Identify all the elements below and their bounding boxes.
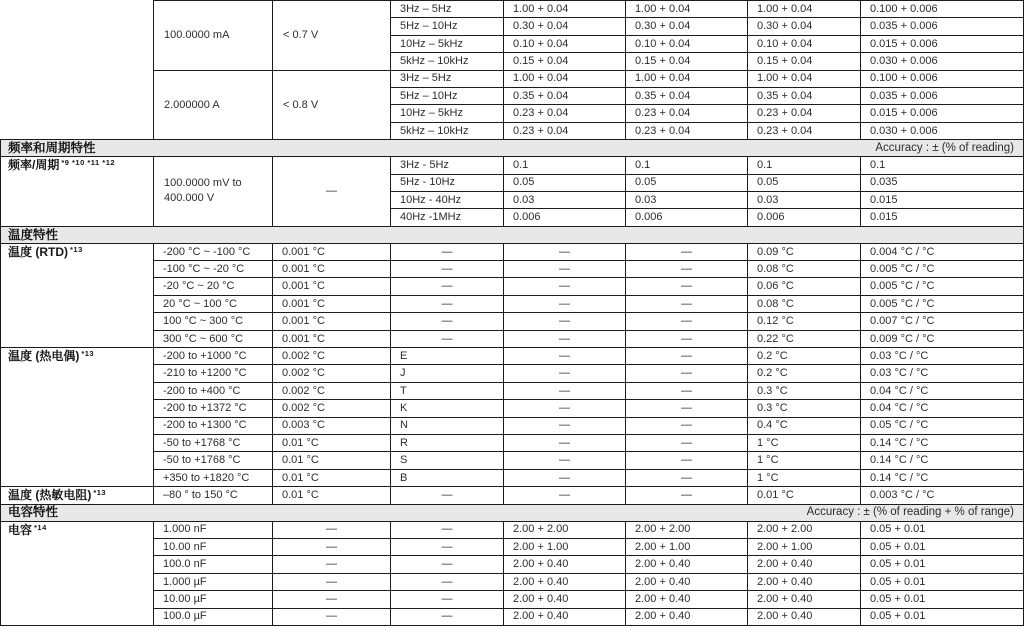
value-cell: — [273,591,391,608]
value-cell: — [626,243,748,260]
table-row [1,243,1024,260]
table-row [1,591,1024,608]
value-cell: — [391,591,504,608]
value-cell: 0.003 °C / °C [861,487,1024,504]
frequency-cell: 40Hz -1MHz [391,209,504,226]
value-cell: 0.03 °C / °C [861,365,1024,382]
value-cell: — [391,608,504,625]
value-cell: 0.23 + 0.04 [626,105,748,122]
value-cell: 0.035 + 0.006 [861,18,1024,35]
value-cell: T [391,382,504,399]
range-cell: 2.000000 A [154,70,273,140]
value-cell: 2.00 + 2.00 [504,521,626,538]
range-cell: 100.0000 mA [154,1,273,71]
value-cell: — [626,400,748,417]
value-cell: — [626,295,748,312]
range-cell: -50 to +1768 °C [154,434,273,451]
value-cell: 2.00 + 0.40 [626,573,748,590]
value-cell: 0.23 + 0.04 [626,122,748,139]
value-cell: — [391,487,504,504]
range-cell: -20 °C ~ 20 °C [154,278,273,295]
value-cell: 2.00 + 0.40 [748,556,861,573]
value-cell: 1.00 + 0.04 [748,1,861,18]
table-row [1,469,1024,486]
row-label-text: 温度 (热敏电阻) [8,488,92,503]
section-title: 温度特性 [8,227,59,242]
value-cell: — [504,243,626,260]
row-label-footnote: *13 [93,488,107,498]
value-cell: 0.1 [861,157,1024,174]
value-cell: 0.06 °C [748,278,861,295]
value-cell: 0.05 [626,174,748,191]
value-cell: 0.35 + 0.04 [626,87,748,104]
value-cell: — [504,365,626,382]
value-cell: 0.001 °C [273,295,391,312]
value-cell: 0.007 °C / °C [861,313,1024,330]
spec-table-body [1,1,1024,626]
value-cell: 0.005 °C / °C [861,295,1024,312]
value-cell: — [273,573,391,590]
value-cell: — [504,434,626,451]
value-cell: — [626,261,748,278]
value-cell: — [504,452,626,469]
table-row [1,365,1024,382]
row-label [1,157,154,227]
table-row [1,70,1024,87]
section-band-content [1,505,1023,521]
value-cell: 0.003 °C [273,417,391,434]
value-cell: — [504,295,626,312]
value-cell: 0.015 [861,191,1024,208]
value-cell: — [504,278,626,295]
section-band [1,226,1024,243]
value-cell: 0.15 + 0.04 [504,53,626,70]
value-cell: 0.15 + 0.04 [748,53,861,70]
value-cell: — [391,278,504,295]
table-row [1,434,1024,451]
table-row [1,487,1024,504]
value-cell: 0.04 °C / °C [861,400,1024,417]
value-cell: 2.00 + 0.40 [626,608,748,625]
value-cell: 0.35 + 0.04 [748,87,861,104]
table-row [1,556,1024,573]
value-cell: 1.00 + 0.04 [504,1,626,18]
value-cell: 0.001 °C [273,243,391,260]
value-cell: 0.015 [861,209,1024,226]
value-cell: 0.05 + 0.01 [861,538,1024,555]
frequency-cell: 3Hz – 5Hz [391,70,504,87]
value-cell: 2.00 + 0.40 [748,591,861,608]
value-cell: — [504,417,626,434]
value-cell: 0.001 °C [273,330,391,347]
value-cell: 0.006 [626,209,748,226]
range-cell: 100.0 nF [154,556,273,573]
value-cell: K [391,400,504,417]
value-cell: 0.03 [748,191,861,208]
value-cell: — [391,313,504,330]
value-cell: 0.1 [504,157,626,174]
range-cell: -200 to +1372 °C [154,400,273,417]
value-cell: 0.002 °C [273,348,391,365]
range-cell: -200 to +1000 °C [154,348,273,365]
value-cell: — [626,452,748,469]
value-cell: — [391,295,504,312]
range-cell: -200 to +400 °C [154,382,273,399]
value-cell: 0.009 °C / °C [861,330,1024,347]
value-cell: — [273,608,391,625]
value-cell: 0.005 °C / °C [861,278,1024,295]
value-cell: 0.04 °C / °C [861,382,1024,399]
frequency-cell: 3Hz - 5Hz [391,157,504,174]
value-cell: 0.05 + 0.01 [861,521,1024,538]
range-cell: 10.00 µF [154,591,273,608]
value-cell: 0.01 °C [748,487,861,504]
value-cell: — [626,434,748,451]
value-cell: — [273,538,391,555]
table-row [1,330,1024,347]
table-row [1,261,1024,278]
section-band-row [1,226,1024,243]
range-cell: 100 °C ~ 300 °C [154,313,273,330]
value-cell: 0.030 + 0.006 [861,122,1024,139]
value-cell: E [391,348,504,365]
table-row [1,348,1024,365]
row-label-text: 温度 (热电偶) [8,349,80,364]
value-cell: 0.2 °C [748,348,861,365]
value-cell: 1.00 + 0.04 [626,70,748,87]
range-cell: 100.0 µF [154,608,273,625]
value-cell: 0.05 [504,174,626,191]
value-cell: — [504,261,626,278]
value-cell: S [391,452,504,469]
value-cell: 0.03 °C / °C [861,348,1024,365]
table-row [1,295,1024,312]
value-cell: 0.006 [504,209,626,226]
value-cell: — [626,469,748,486]
frequency-cell: 5Hz – 10Hz [391,87,504,104]
row-label [1,243,154,347]
frequency-cell: 10Hz – 5kHz [391,105,504,122]
value-cell: — [626,313,748,330]
table-row [1,1,1024,18]
value-cell: — [391,261,504,278]
value-cell: — [273,556,391,573]
accuracy-note: Accuracy : ± (% of reading) [875,141,1014,154]
frequency-cell: 5Hz – 10Hz [391,18,504,35]
value-cell: 0.01 °C [273,487,391,504]
value-cell: B [391,469,504,486]
value-cell: 0.01 °C [273,469,391,486]
range-cell: -50 to +1768 °C [154,452,273,469]
range-line: 100.0000 mV to [164,177,242,190]
row-label-text: 温度 (RTD) [8,244,68,259]
value-cell: 0.2 °C [748,365,861,382]
row-label [1,521,154,625]
value-cell: 2.00 + 1.00 [504,538,626,555]
row-label-footnote: *9 *10 *11 *12 [61,158,116,168]
value-cell: 0.30 + 0.04 [626,18,748,35]
table-row [1,382,1024,399]
value-cell: 0.10 + 0.04 [626,35,748,52]
row-label-footnote: *14 [34,522,47,532]
table-row [1,400,1024,417]
value-cell: 0.3 °C [748,400,861,417]
value-cell: 0.015 + 0.006 [861,105,1024,122]
value-cell: 2.00 + 0.40 [748,573,861,590]
value-cell: — [626,348,748,365]
value-cell: 1 °C [748,469,861,486]
value-cell: 0.23 + 0.04 [748,105,861,122]
value-cell: 0.23 + 0.04 [504,122,626,139]
value-cell: 0.005 °C / °C [861,261,1024,278]
value-cell: 0.09 °C [748,243,861,260]
burden-voltage-cell: — [273,157,391,227]
burden-voltage-cell: < 0.7 V [273,1,391,71]
range-cell [154,157,273,227]
value-cell: — [626,278,748,295]
value-cell: 0.100 + 0.006 [861,70,1024,87]
value-cell: 0.035 + 0.006 [861,87,1024,104]
table-row [1,538,1024,555]
row-label-text: 电容 [8,522,33,537]
value-cell: — [391,573,504,590]
value-cell: 0.03 [626,191,748,208]
value-cell: 0.05 + 0.01 [861,556,1024,573]
table-row [1,521,1024,538]
value-cell: — [626,417,748,434]
value-cell: 0.14 °C / °C [861,452,1024,469]
value-cell: 0.05 + 0.01 [861,573,1024,590]
section-title: 电容特性 [8,505,59,520]
value-cell: 0.001 °C [273,313,391,330]
accuracy-note: Accuracy : ± (% of reading + % of range) [806,505,1014,518]
value-cell: 0.23 + 0.04 [748,122,861,139]
value-cell: — [504,330,626,347]
value-cell: 0.30 + 0.04 [748,18,861,35]
value-cell: 0.10 + 0.04 [748,35,861,52]
value-cell: 0.4 °C [748,417,861,434]
value-cell: 0.03 [504,191,626,208]
value-cell: 2.00 + 2.00 [748,521,861,538]
section-band-row [1,504,1024,521]
value-cell: 0.002 °C [273,382,391,399]
table-row [1,313,1024,330]
row-label [1,487,154,504]
range-cell: 300 °C ~ 600 °C [154,330,273,347]
value-cell: 2.00 + 0.40 [504,591,626,608]
empty-label-cell [1,1,154,140]
row-label-footnote: *13 [81,349,95,359]
burden-voltage-cell: < 0.8 V [273,70,391,140]
row-label-footnote: *13 [70,244,83,254]
value-cell: 1.00 + 0.04 [504,70,626,87]
table-row [1,278,1024,295]
value-cell: 2.00 + 1.00 [626,538,748,555]
value-cell: 0.100 + 0.006 [861,1,1024,18]
value-cell: 0.35 + 0.04 [504,87,626,104]
section-title: 频率和周期特性 [8,140,96,155]
value-cell: 0.002 °C [273,365,391,382]
value-cell: J [391,365,504,382]
value-cell: 0.14 °C / °C [861,434,1024,451]
value-cell: — [504,469,626,486]
range-cell: -200 °C ~ -100 °C [154,243,273,260]
range-line: 400.000 V [164,192,215,205]
value-cell: — [504,487,626,504]
value-cell: — [504,400,626,417]
frequency-cell: 5kHz – 10kHz [391,53,504,70]
value-cell: R [391,434,504,451]
value-cell: 0.035 [861,174,1024,191]
value-cell: — [626,330,748,347]
value-cell: 0.015 + 0.006 [861,35,1024,52]
value-cell: 0.01 °C [273,434,391,451]
value-cell: 0.15 + 0.04 [626,53,748,70]
range-cell: 1.000 nF [154,521,273,538]
value-cell: 2.00 + 2.00 [626,521,748,538]
value-cell: 0.08 °C [748,261,861,278]
section-band-content [1,227,1023,243]
value-cell: 0.1 [626,157,748,174]
value-cell: 1 °C [748,452,861,469]
value-cell: N [391,417,504,434]
value-cell: — [626,365,748,382]
table-row [1,608,1024,625]
value-cell: 0.22 °C [748,330,861,347]
value-cell: 2.00 + 0.40 [504,556,626,573]
section-band [1,504,1024,521]
value-cell: 2.00 + 0.40 [504,573,626,590]
value-cell: — [504,382,626,399]
value-cell: 2.00 + 0.40 [748,608,861,625]
value-cell: 0.23 + 0.04 [504,105,626,122]
value-cell: 0.001 °C [273,261,391,278]
value-cell: 0.004 °C / °C [861,243,1024,260]
value-cell: — [391,330,504,347]
value-cell: 1.00 + 0.04 [626,1,748,18]
value-cell: 2.00 + 0.40 [504,608,626,625]
table-row [1,573,1024,590]
value-cell: 0.30 + 0.04 [504,18,626,35]
value-cell: — [391,243,504,260]
value-cell: 1 °C [748,434,861,451]
value-cell: 0.006 [748,209,861,226]
range-cell: -210 to +1200 °C [154,365,273,382]
row-label-text: 频率/周期 [8,158,60,173]
value-cell: 2.00 + 0.40 [626,556,748,573]
value-cell: 0.002 °C [273,400,391,417]
value-cell: 2.00 + 1.00 [748,538,861,555]
value-cell: — [626,487,748,504]
value-cell: 0.1 [748,157,861,174]
frequency-cell: 3Hz – 5Hz [391,1,504,18]
value-cell: 0.14 °C / °C [861,469,1024,486]
range-cell: -100 °C ~ -20 °C [154,261,273,278]
value-cell: — [626,382,748,399]
value-cell: — [391,556,504,573]
value-cell: 0.12 °C [748,313,861,330]
frequency-cell: 10Hz – 5kHz [391,35,504,52]
range-cell: +350 to +1820 °C [154,469,273,486]
range-cell: -200 to +1300 °C [154,417,273,434]
value-cell: 0.030 + 0.006 [861,53,1024,70]
value-cell: 0.05 [748,174,861,191]
frequency-cell: 5Hz - 10Hz [391,174,504,191]
section-band-content [1,140,1023,156]
value-cell: 0.01 °C [273,452,391,469]
value-cell: 0.001 °C [273,278,391,295]
value-cell: 1.00 + 0.04 [748,70,861,87]
frequency-cell: 10Hz - 40Hz [391,191,504,208]
value-cell: 0.3 °C [748,382,861,399]
table-row [1,452,1024,469]
frequency-cell: 5kHz – 10kHz [391,122,504,139]
section-band-row [1,140,1024,157]
value-cell: — [273,521,391,538]
value-cell: 0.10 + 0.04 [504,35,626,52]
value-cell: 0.08 °C [748,295,861,312]
range-cell: 20 °C ~ 100 °C [154,295,273,312]
row-label [1,348,154,487]
range-cell: 1.000 µF [154,573,273,590]
value-cell: 0.05 °C / °C [861,417,1024,434]
value-cell: 0.05 + 0.01 [861,591,1024,608]
range-cell: –80 ° to 150 °C [154,487,273,504]
value-cell: — [391,521,504,538]
range-cell: 10.00 nF [154,538,273,555]
value-cell: — [504,348,626,365]
value-cell: — [504,313,626,330]
value-cell: 2.00 + 0.40 [626,591,748,608]
value-cell: — [391,538,504,555]
section-band [1,140,1024,157]
table-row [1,417,1024,434]
value-cell: 0.05 + 0.01 [861,608,1024,625]
table-row [1,157,1024,174]
